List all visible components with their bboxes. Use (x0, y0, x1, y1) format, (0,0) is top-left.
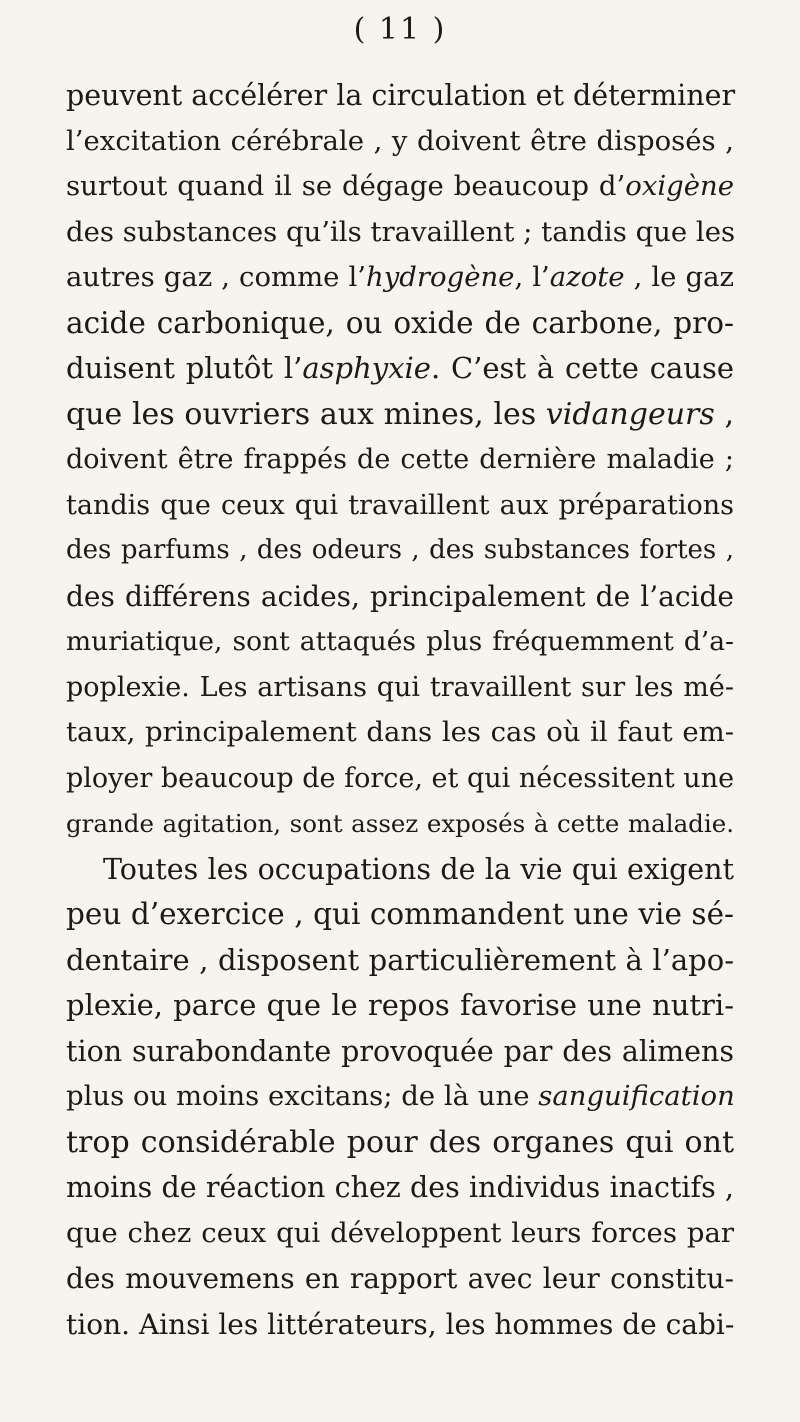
text-line: des mouvemens en rapport avec leur constitu- (66, 1262, 734, 1295)
text-line: que les ouvriers aux mines, les vidangeurs , (66, 396, 734, 432)
page-number: ( 11 ) (353, 12, 447, 47)
text-line: ployer beaucoup de force, et qui nécessitent une (66, 762, 735, 794)
text-line: grande agitation, sont assez exposés à cette maladie. (66, 809, 734, 838)
text-line: moins de réaction chez des individus inactifs , (66, 1171, 734, 1204)
text-line: tion surabondante provoquée par des alimens (66, 1034, 734, 1068)
text-line: poplexie. Les artisans qui travaillent sur les mé- (66, 671, 734, 703)
text-line: peu d’exercice , qui commandent une vie sé- (66, 897, 734, 931)
body-text (66, 73, 734, 1347)
text-line: tion. Ainsi les littérateurs, les hommes de cabi- (66, 1307, 735, 1341)
text-line: muriatique, sont attaqués plus fréquemment d’a- (66, 626, 734, 657)
text-line: duisent plutôt l’asphyxie. C’est à cette cause (66, 351, 734, 385)
text-line: trop considérable pour des organes qui ont (66, 1124, 734, 1160)
text-line: tandis que ceux qui travaillent aux préparations (66, 489, 734, 521)
text-line: peuvent accélérer la circulation et déterminer (66, 79, 736, 112)
text-line: l’excitation cérébrale , y doivent être disposés , (66, 124, 734, 157)
text-line: des substances qu’ils travaillent ; tandis que les (66, 215, 736, 248)
text-line: que chez ceux qui développent leurs forces par (66, 1216, 734, 1249)
text-line: plus ou moins excitans; de là une sanguification (66, 1080, 735, 1112)
text-line: dentaire , disposent particulièrement à l’apo- (66, 942, 734, 977)
text-line: plexie, parce que le repos favorise une nutri- (66, 988, 734, 1022)
text-line: taux, principalement dans les cas où il faut em- (66, 716, 734, 748)
text-line: des parfums , des odeurs , des substances fortes , (66, 535, 734, 565)
text-line: surtout quand il se dégage beaucoup d’oxigène (66, 170, 734, 202)
text-line: doivent être frappés de cette dernière maladie ; (66, 444, 734, 475)
text-line: Toutes les occupations de la vie qui exigent (103, 852, 734, 886)
text-line: des différens acides, principalement de l’acide (66, 579, 734, 613)
text-line: autres gaz , comme l’hydrogène, l’azote , le gaz (66, 261, 734, 293)
text-line: acide carbonique, ou oxide de carbone, pro- (66, 305, 734, 340)
